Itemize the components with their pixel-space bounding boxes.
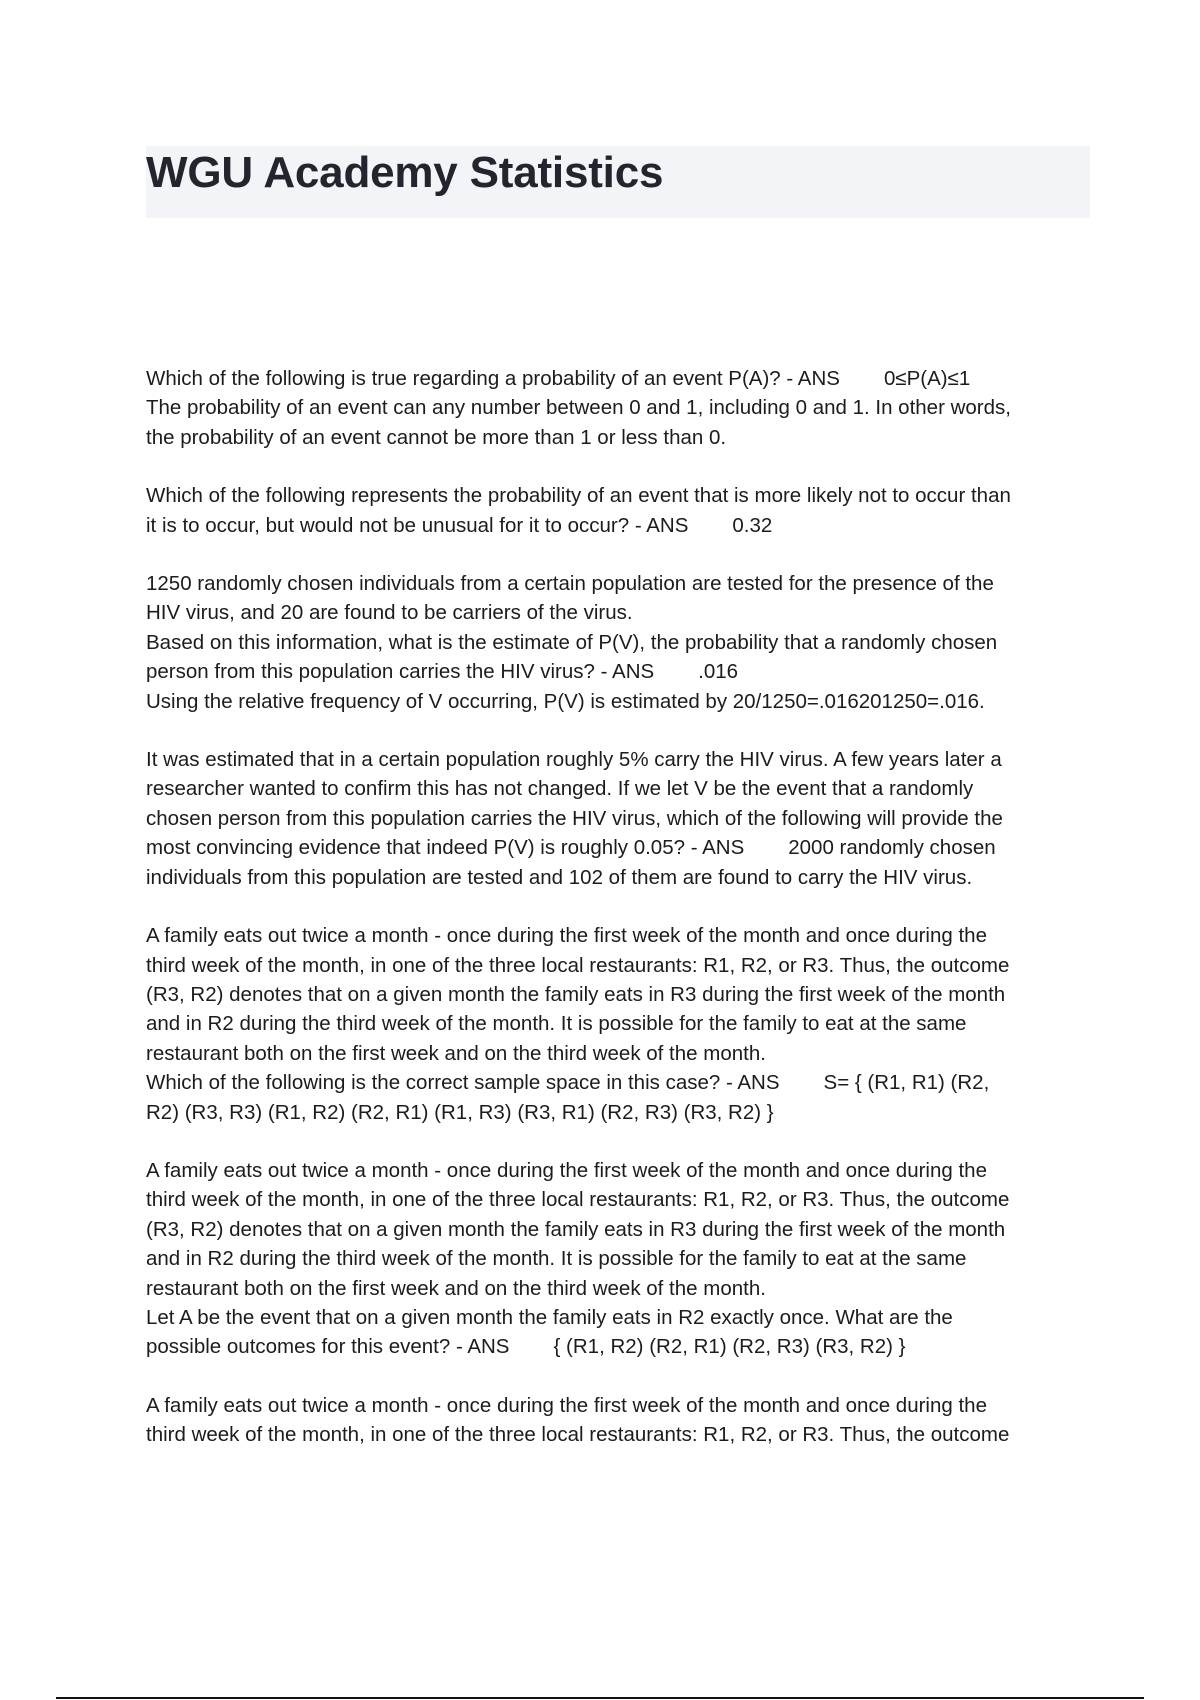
- line-text: restaurant both on the first week and on the third week of the month.: [146, 1041, 766, 1065]
- text-line: [146, 511, 1090, 540]
- line-text: and in R2 during the third week of the month. It is possible for the family to eat at the same: [146, 1247, 967, 1271]
- line-text: Which of the following is the correct sample space in this case? - ANS: [146, 1071, 780, 1095]
- line-text: individuals from this population are tested and 102 of them are found to carry the HIV virus.: [146, 865, 973, 889]
- line-text: third week of the month, in one of the three local restaurants: R1, R2, or R3. Thus, the outcome: [146, 953, 1010, 977]
- qa-block: [146, 1156, 1090, 1362]
- answer-text: 0≤P(A)≤1: [883, 367, 971, 390]
- line-text: A family eats out twice a month - once during the first week of the month and once during the: [146, 1393, 987, 1417]
- qa-block: [146, 481, 1090, 540]
- text-line: [146, 804, 1090, 833]
- text-line: [146, 1009, 1090, 1038]
- answer-text: S= { (R1, R1) (R2,: [823, 1071, 990, 1095]
- text-line: [146, 1215, 1090, 1244]
- answer-text: 0.32: [732, 513, 773, 537]
- line-text: 1250 randomly chosen individuals from a certain population are tested for the presence of the: [146, 572, 994, 596]
- text-line: [146, 1303, 1090, 1332]
- text-line: [146, 1244, 1090, 1273]
- line-text: A family eats out twice a month - once during the first week of the month and once during the: [146, 924, 987, 948]
- qa-block: [146, 921, 1090, 1127]
- line-text: Using the relative frequency of V occurring, P(V) is estimated by 20/1250=.016201250=.016.: [146, 689, 985, 713]
- qa-block: [146, 1391, 1090, 1450]
- line-text: It was estimated that in a certain population roughly 5% carry the HIV virus. A few years later a: [146, 748, 1002, 772]
- line-text: restaurant both on the first week and on the third week of the month.: [146, 1276, 766, 1300]
- text-line: [146, 863, 1090, 892]
- line-text: most convincing evidence that indeed P(V) is roughly 0.05? - ANS: [146, 836, 745, 860]
- line-text: Which of the following is true regarding a probability of an event P(A)? - ANS: [146, 367, 840, 390]
- qa-block: [146, 569, 1090, 716]
- text-line: [146, 745, 1090, 774]
- text-line: [146, 423, 1090, 452]
- line-text: A family eats out twice a month - once during the first week of the month and once during the: [146, 1158, 987, 1182]
- text-line: [146, 1185, 1090, 1214]
- line-text: and in R2 during the third week of the month. It is possible for the family to eat at the same: [146, 1012, 967, 1036]
- line-text: Based on this information, what is the estimate of P(V), the probability that a randomly chosen: [146, 630, 998, 654]
- text-line: [146, 364, 1090, 393]
- line-text: R2) (R3, R3) (R1, R2) (R2, R1) (R1, R3) (R3, R1) (R2, R3) (R3, R2) }: [146, 1100, 774, 1124]
- text-line: [146, 1332, 1090, 1361]
- text-line: [146, 1098, 1090, 1127]
- line-text: the probability of an event cannot be more than 1 or less than 0.: [146, 425, 727, 449]
- line-text: it is to occur, but would not be unusual for it to occur? - ANS: [146, 513, 689, 537]
- line-text: Let A be the event that on a given month the family eats in R2 exactly once. What are the: [146, 1305, 953, 1329]
- text-line: [146, 1068, 1090, 1097]
- line-text: person from this population carries the HIV virus? - ANS: [146, 660, 655, 684]
- text-line: [146, 921, 1090, 950]
- line-text: researcher wanted to confirm this has not changed. If we let V be the event that a randomly: [146, 777, 974, 801]
- text-line: [146, 569, 1090, 598]
- text-line: [146, 598, 1090, 627]
- line-text: (R3, R2) denotes that on a given month the family eats in R3 during the first week of the month: [146, 1217, 1006, 1241]
- text-line: [146, 657, 1090, 686]
- answer-text: .016: [698, 660, 739, 684]
- line-text: Which of the following represents the probability of an event that is more likely not to occur than: [146, 484, 1011, 508]
- text-line: [146, 1156, 1090, 1185]
- text-line: [146, 628, 1090, 657]
- text-line: [146, 951, 1090, 980]
- text-line: [146, 774, 1090, 803]
- line-text: (R3, R2) denotes that on a given month the family eats in R3 during the first week of the month: [146, 982, 1006, 1006]
- answer-text: { (R1, R2) (R2, R1) (R2, R3) (R3, R2) }: [553, 1335, 906, 1359]
- text-line: [146, 1420, 1090, 1449]
- text-line: [146, 393, 1090, 422]
- line-text: possible outcomes for this event? - ANS: [146, 1335, 510, 1359]
- text-line: [146, 481, 1090, 510]
- line-text: HIV virus, and 20 are found to be carriers of the virus.: [146, 601, 633, 625]
- text-line: [146, 980, 1090, 1009]
- answer-text: 2000 randomly chosen: [788, 836, 996, 860]
- text-line: [146, 687, 1090, 716]
- text-line: [146, 833, 1090, 862]
- text-line: [146, 1274, 1090, 1303]
- footer-rule: [56, 1697, 1144, 1699]
- text-line: [146, 1391, 1090, 1420]
- line-text: chosen person from this population carries the HIV virus, which of the following will provide the: [146, 806, 1003, 830]
- line-text: third week of the month, in one of the three local restaurants: R1, R2, or R3. Thus, the outcome: [146, 1188, 1010, 1212]
- qa-list: [146, 364, 1090, 1450]
- qa-block: [146, 745, 1090, 892]
- qa-block: [146, 364, 1090, 452]
- line-text: The probability of an event can any number between 0 and 1, including 0 and 1. In other words,: [146, 396, 1011, 420]
- line-text: third week of the month, in one of the three local restaurants: R1, R2, or R3. Thus, the outcome: [146, 1423, 1010, 1447]
- page-title: WGU Academy Statistics: [146, 148, 664, 197]
- text-line: [146, 1039, 1090, 1068]
